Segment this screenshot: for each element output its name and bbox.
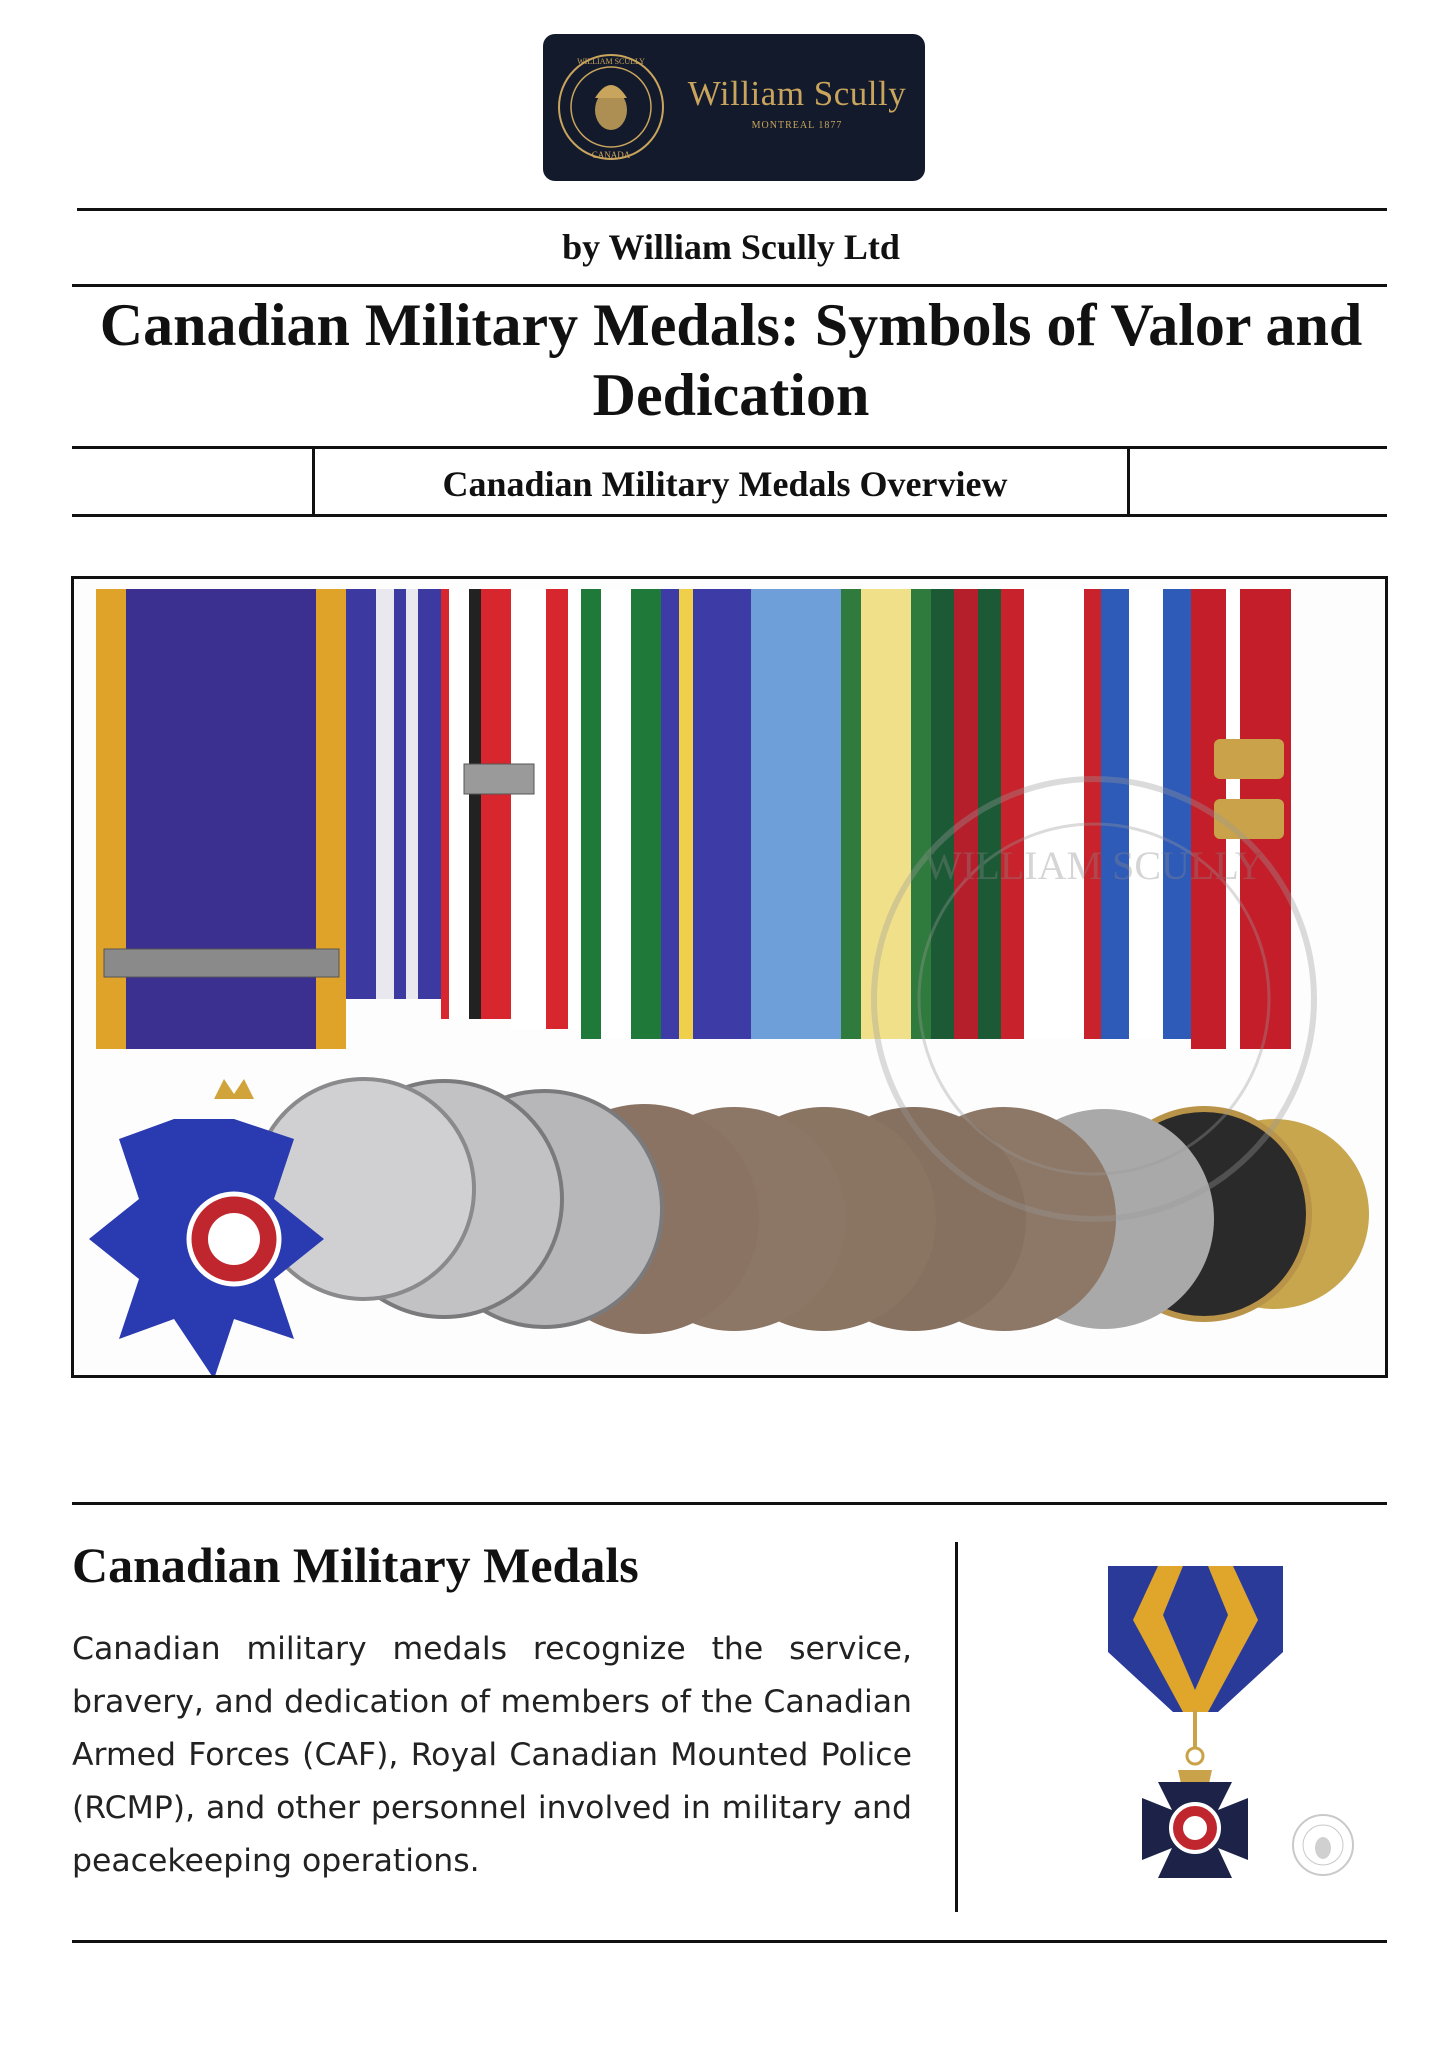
divider: [77, 208, 1387, 211]
divider: [72, 284, 1387, 287]
side-medal-image: [1098, 1560, 1358, 1890]
brand-subtitle: MONTREAL 1877: [751, 120, 843, 131]
section-heading: Canadian Military Medals: [72, 1537, 639, 1593]
seal-bottom-text: CANADA: [591, 150, 631, 160]
section-body: Canadian military medals recognize the service, bravery, and dedication of members of the Canadian Armed Forces (CAF), Royal Canadian Mounted Police (RCMP), and other personnel involved in military and peacekeeping operations.: [72, 1631, 912, 1879]
byline: by William Scully Ltd: [562, 227, 900, 267]
page-title: Canadian Military Medals: Symbols of Valor and Dedication: [99, 292, 1363, 428]
brand-name: William Scully: [687, 74, 907, 113]
divider: [955, 1542, 958, 1912]
divider: [72, 1502, 1387, 1505]
divider: [72, 514, 1387, 517]
hero-image: [71, 576, 1388, 1378]
divider: [72, 446, 1387, 449]
order-cross-illustration: [1098, 1560, 1358, 1890]
medal-group-illustration: [74, 579, 1385, 1375]
divider: [312, 446, 315, 517]
seal-top-text: WILLIAM SCULLY: [577, 57, 645, 66]
section-label: Canadian Military Medals Overview: [442, 464, 1008, 504]
hero-watermark: WILLIAM SCULLY: [924, 843, 1264, 888]
brand-logo: [543, 34, 925, 181]
divider: [72, 1940, 1387, 1943]
